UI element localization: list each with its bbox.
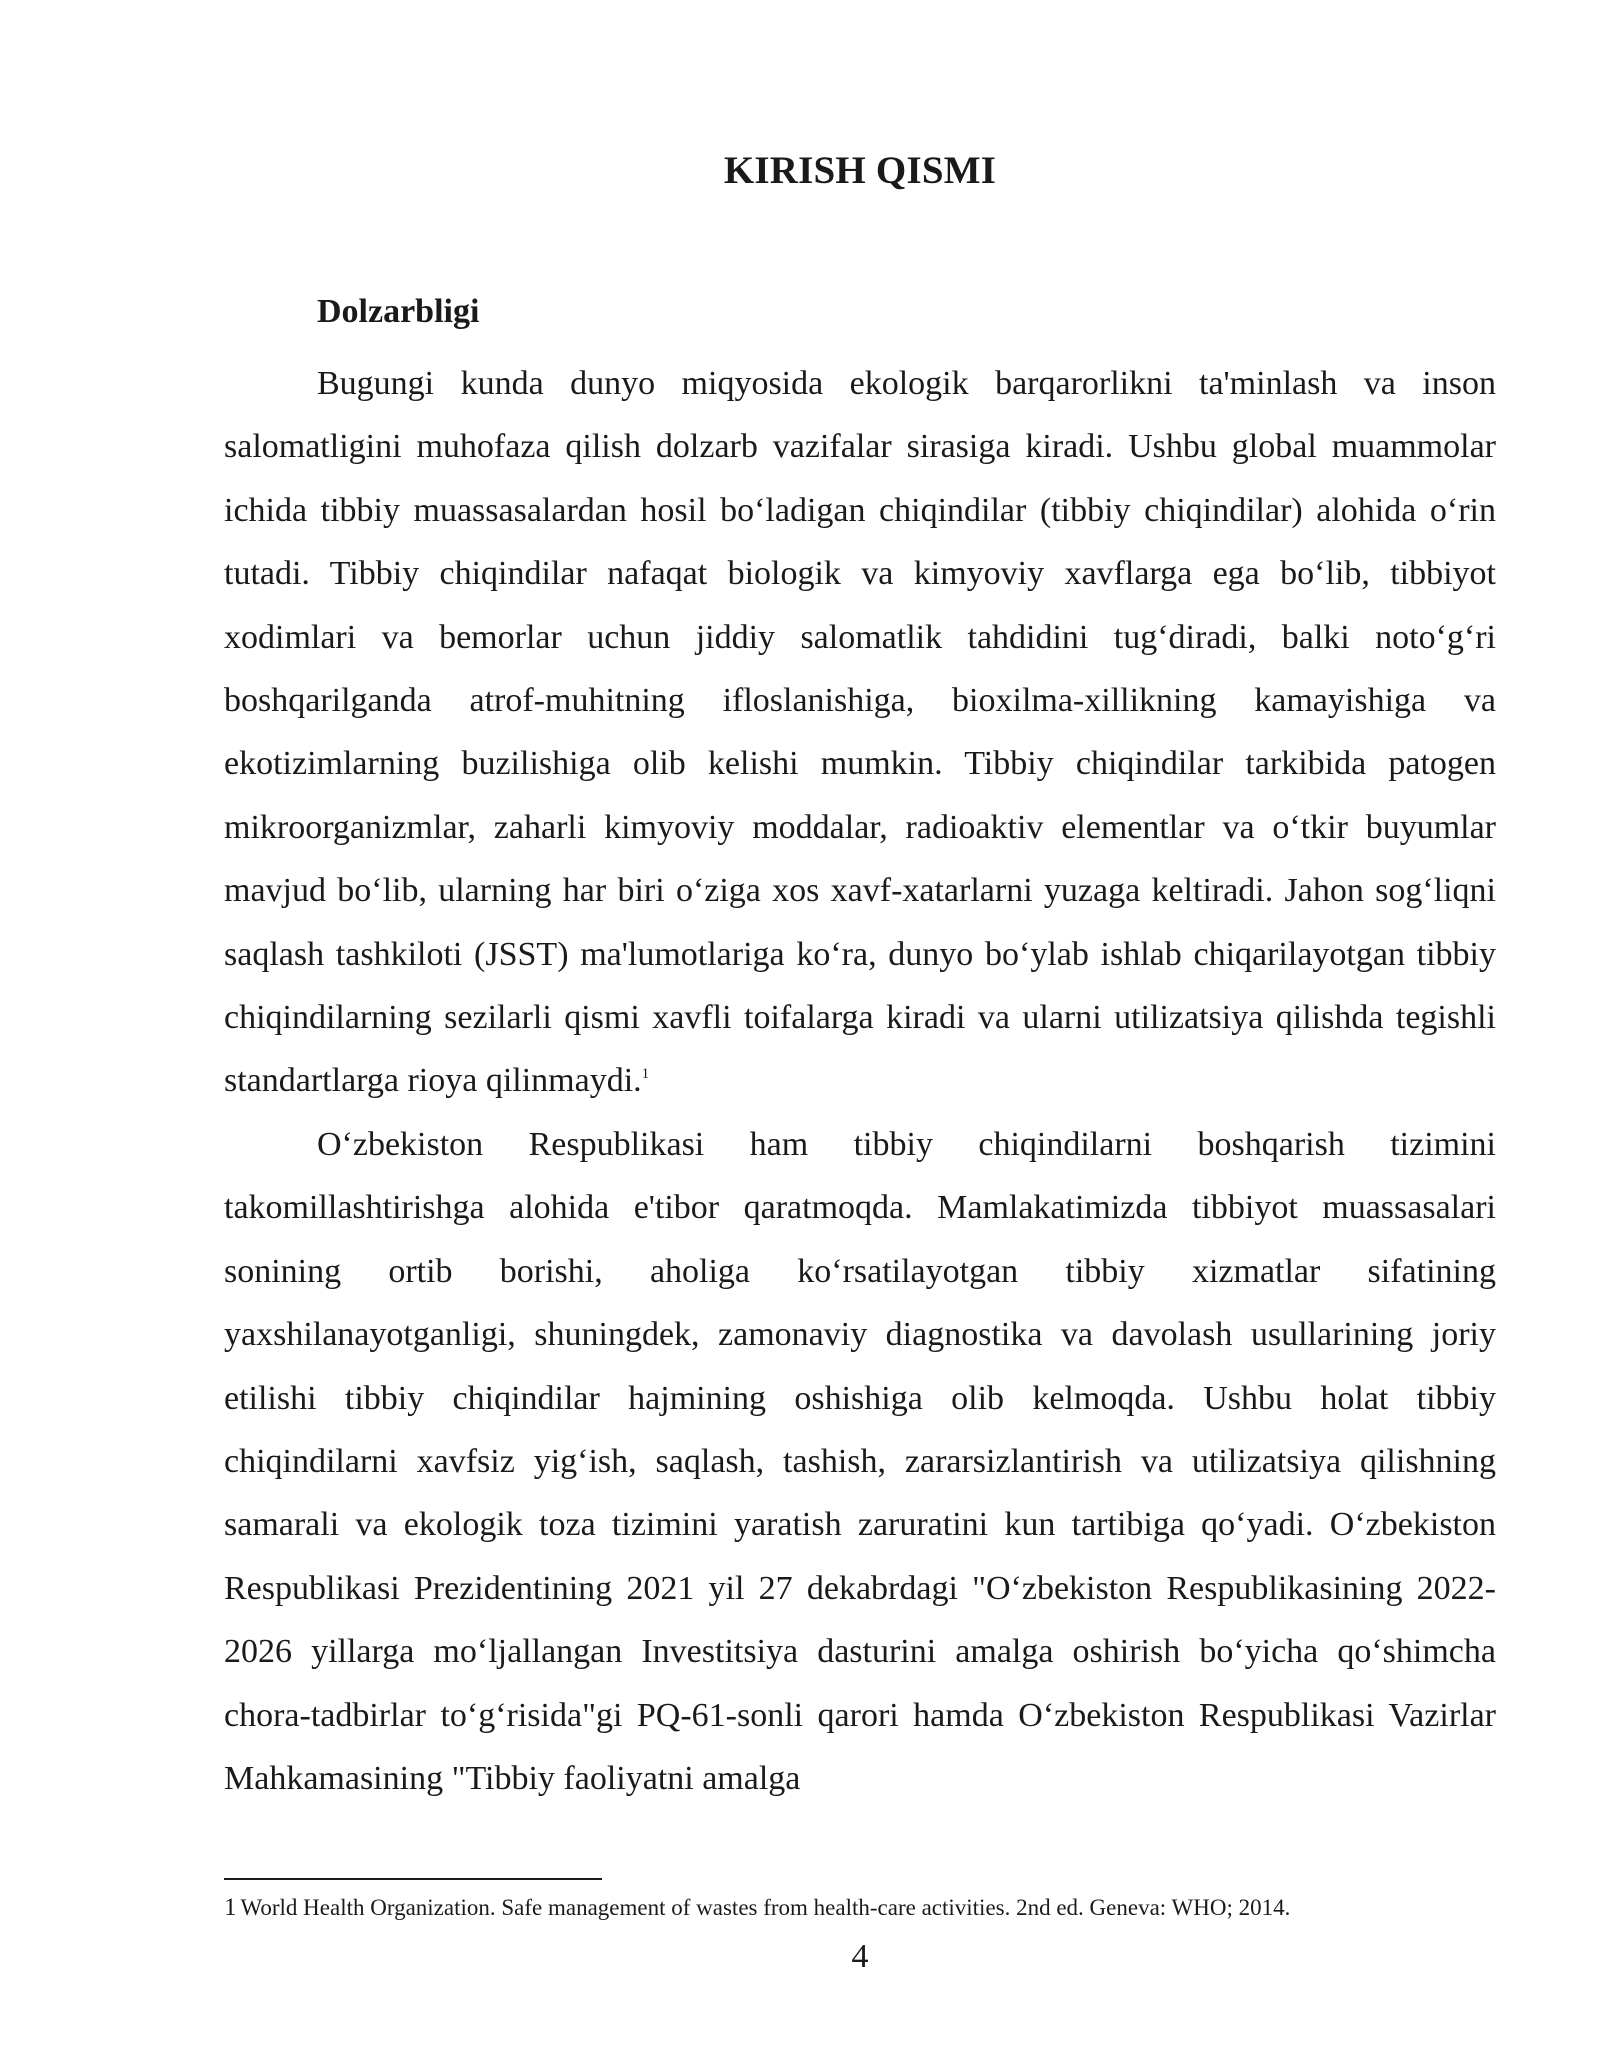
paragraph [224, 1113, 1496, 1810]
section-heading: Dolzarbligi [317, 293, 480, 330]
page-number: 4 [851, 1938, 869, 1975]
footnote-separator [224, 1878, 602, 1880]
paragraph [224, 352, 1496, 1113]
body-text [224, 352, 1496, 1810]
footnote-text: World Health Organization. Safe management of wastes from health-care activities. 2nd ed. Geneva: WHO; 2014. [240, 1895, 1291, 1920]
paragraph-text: Bugungi kunda dunyo miqyosida ekologik barqarorlikni ta'minlash va inson salomatligini muhofaza qilish dolzarb vazifalar sirasiga kiradi. Ushbu global muammolar ichida tibbiy muassasalardan hosil bo‘ladigan chiqindilar (tibbiy chiqindilar) alohida o‘rin tutadi. Tibbiy chiqindilar nafaqat biologik va kimyoviy xavflarga ega bo‘lib, tibbiyot xodimlari va bemorlar uchun jiddiy salomatlik tahdidini tug‘diradi, balki noto‘g‘ri boshqarilganda atrof-muhitning ifloslanishiga, bioxilma-xillikning kamayishiga va ekotizimlarning buzilishiga olib kelishi mumkin. Tibbiy chiqindilar tarkibida patogen mikroorganizmlar, zaharli kimyoviy moddalar, radioaktiv elementlar va o‘tkir buyumlar mavjud bo‘lib, ularning har biri o‘ziga xos xavf-xatarlarni yuzaga keltiradi. Jahon sog‘liqni saqlash tashkiloti (JSST) ma'lumotlariga ko‘ra, dunyo bo‘ylab ishlab chiqarilayotgan tibbiy chiqindilarning sezilarli qismi xavfli toifalarga kiradi va ularni utilizatsiya qilishda tegishli standartlarga rioya qilinmaydi. [224, 365, 1496, 1100]
paragraph-text: O‘zbekiston Respublikasi ham tibbiy chiqindilarni boshqarish tizimini takomillashtirishga alohida e'tibor qaratmoqda. Mamlakatimizda tibbiyot muassasalari sonining ortib borishi, aholiga ko‘rsatilayotgan tibbiy xizmatlar sifatining yaxshilanayotganligi, shuningdek, zamonaviy diagnostika va davolash usullarining joriy etilishi tibbiy chiqindilar hajmining oshishiga olib kelmoqda. Ushbu holat tibbiy chiqindilarni xavfsiz yig‘ish, saqlash, tashish, zararsizlantirish va utilizatsiya qilishning samarali va ekologik toza tizimini yaratish zaruratini kun tartibiga qo‘yadi. O‘zbekiston Respublikasi Prezidentining 2021 yil 27 dekabrdagi "O‘zbekiston Respublikasining 2022-2026 yillarga mo‘ljallangan Investitsiya dasturini amalga oshirish bo‘yicha qo‘shimcha chora-tadbirlar to‘g‘risida"gi PQ-61-sonli qarori hamda O‘zbekiston Respublikasi Vazirlar Mahkamasining "Tibbiy faoliyatni amalga [224, 1125, 1496, 1797]
footnote-number: 1 [224, 1894, 237, 1921]
page-title: KIRISH QISMI [723, 149, 997, 192]
footnote [224, 1893, 1524, 1923]
footnote-reference: 1 [641, 1066, 650, 1083]
